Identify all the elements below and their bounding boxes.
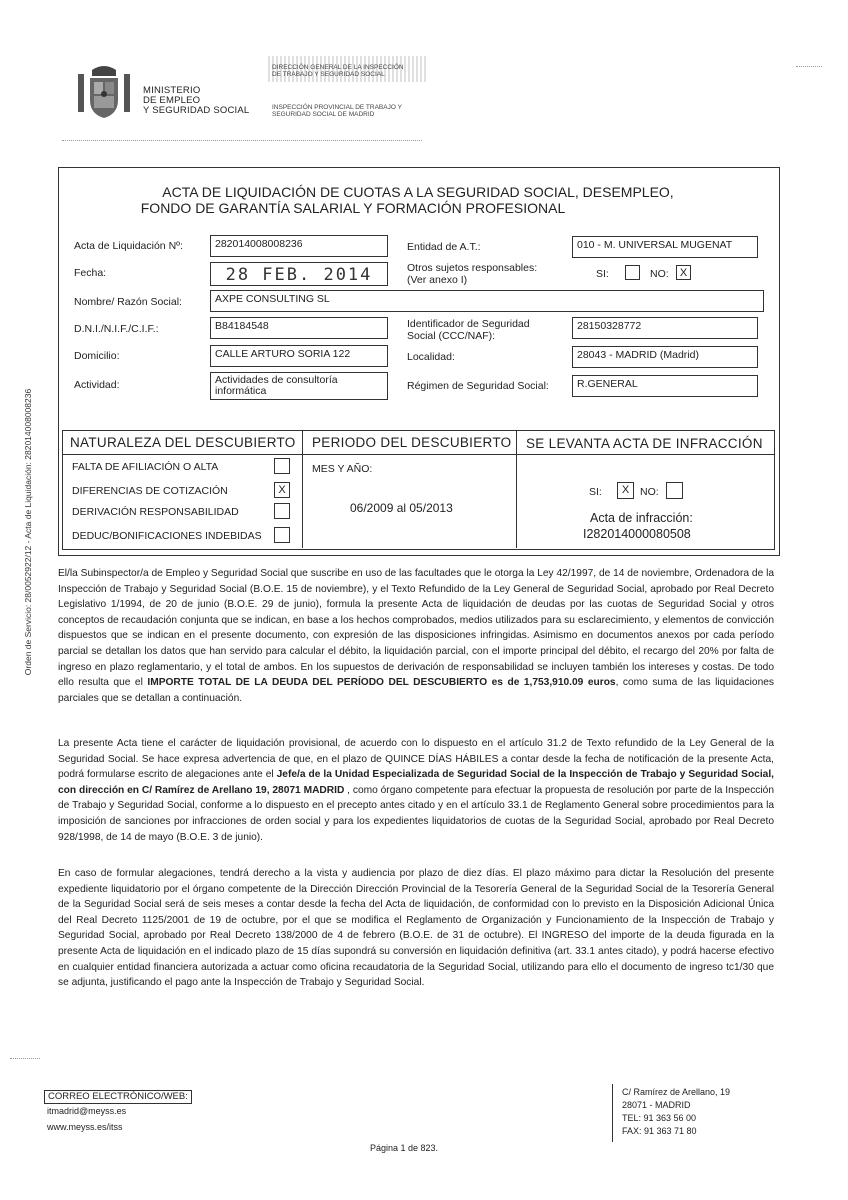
address-line: 28071 - MADRID (622, 1100, 691, 1110)
title-line: FONDO DE GARANTÍA SALARIAL Y FORMACIÓN PROFESIONAL (140, 200, 566, 216)
infraccion-no-checkbox[interactable] (666, 482, 683, 499)
regimen-label: Régimen de Seguridad Social: (407, 380, 549, 392)
address-line: C/ Ramírez de Arellano, 19 (622, 1087, 731, 1097)
otros-si-label: SI: (596, 268, 609, 280)
actividad-line: informática (215, 385, 267, 397)
document-title (58, 184, 778, 216)
identificador-line: Identificador de Seguridad (407, 318, 530, 330)
mes-label: MES Y AÑO: (312, 463, 373, 475)
entidad-value: 010 - M. UNIVERSAL MUGENAT (572, 236, 758, 258)
paragraph-text: , como órgano competente para efectuar la propuesta de resolución por parte de la Inspección de Trabajo y Seguridad Social, conforme a lo dispuesto en el precepto antes citado y en el artículo 33.1 de Reglamento General sobre procedimientos para la imposición de sanciones por infracciones de orden social y para los expedientes liquidatorios de cuotas de la Seguridad Social, aprobado por Real Decreto 928/1998, de 14 de mayo (B.O.E. 3 de junio). (58, 784, 774, 843)
section-divider-2 (516, 430, 517, 548)
otros-line: Otros sujetos responsables: (407, 262, 538, 274)
inspeccion-line: INSPECCIÓN PROVINCIAL DE TRABAJO Y (272, 104, 402, 111)
paragraph-text: La presente Acta tiene el carácter de liquidación provisional, de acuerdo con lo dispuesto en el artículo 31.2 de Texto refundido de la Ley General de la Seguridad Social. Se hace expresa advertencia de que, en el plazo de QUINCE DÍAS HÁBILES a contar desde la fecha de notificación de la presente Acta, podrá formularse escrito de alegaciones ante el (58, 738, 774, 781)
otros-line: (Ver anexo I) (407, 274, 468, 286)
acta-label: Acta de Liquidación Nº: (74, 240, 183, 252)
actividad-line: Actividades de consultoría (215, 374, 338, 386)
title-line: ACTA DE LIQUIDACIÓN DE CUOTAS A LA SEGURIDAD SOCIAL, DESEMPLEO, (162, 184, 674, 200)
acta-infraccion-label: Acta de infracción: (590, 511, 693, 525)
naturaleza-item-checkbox[interactable]: X (274, 482, 290, 498)
identificador-value: 28150328772 (572, 317, 758, 339)
section-divider-1 (302, 430, 303, 548)
otros-no-checkbox[interactable]: X (676, 265, 691, 280)
naturaleza-item-checkbox[interactable] (274, 527, 290, 543)
paragraph-alegaciones: En caso de formular alegaciones, tendrá derecho a la vista y audiencia por plazo de diez días. El plazo máximo para dictar la Resolución del presente expediente liquidatorio por el órgano competente de la Dirección Dirección Provincial de la Tesorería General de la Seguridad Social de la Tesorería General de la Seguridad Social será de seis meses a contar desde la fecha del Acta de liquidación, de conformidad con lo previsto en la Disposición Adicional Única del Real Decreto 1125/2001 de 19 de octubre, por el que se modifica el Reglamento de Organización y Funcionamiento de la Inspección de Trabajo y Seguridad Social, aprobado por Real Decreto 138/2000 de 4 de febrero (B.O.E. de 31 de octubre). El INGRESO del importe de la deuda figurada en la presente Acta de liquidación en el indicado plazo de 15 días supondrá su conversión en liquidación definitiva (art. 33.1 antes citado), y podrá hacerse efectivo en cualquier entidad financiera autorizada a actuar como oficina recaudatoria de la Seguridad Social, utilizando para ello el documento de ingreso tc1/30 que se adjunta, justificando el pago ante la Inspección de Trabajo y Seguridad Social. (58, 868, 774, 989)
ministry-name (143, 86, 249, 116)
direccion-line: DE TRABAJO Y SEGURIDAD SOCIAL (272, 71, 385, 78)
identificador-line: Social (CCC/NAF): (407, 330, 496, 342)
acta-infraccion-value: I282014000080508 (583, 527, 691, 541)
fecha-label: Fecha: (74, 267, 107, 279)
footer-web[interactable]: www.meyss.es/itss (47, 1122, 123, 1132)
section-header-line (62, 454, 774, 455)
page-number: Página 1 de 823. (370, 1143, 439, 1153)
acta-value: 282014008008236 (210, 235, 388, 257)
naturaleza-item-label: DIFERENCIAS DE COTIZACIÓN (72, 485, 228, 497)
infraccion-si-checkbox[interactable]: X (617, 482, 634, 499)
naturaleza-item-checkbox[interactable] (274, 458, 290, 474)
fecha-value (210, 262, 388, 286)
infraccion-no-label: NO: (640, 486, 659, 498)
naturaleza-title: NATURALEZA DEL DESCUBIERTO (70, 435, 296, 450)
date-stamp: 28 FEB. 2014 (225, 265, 373, 285)
otros-no-label: NO: (650, 268, 669, 280)
paragraph-intro (58, 566, 774, 706)
paragraph-text: , como suma de las liquidaciones parciales que se detallan a continuación. (58, 677, 775, 704)
naturaleza-item-label: DERIVACIÓN RESPONSABILIDAD (72, 506, 239, 518)
paragraph-text: El/la Subinspector/a de Empleo y Seguridad Social que suscribe en uso de las facultades que le otorga la Ley 42/1997, de 14 de noviembre, Ordenadora de la Inspección de Trabajo y Seguridad Social (B.O.E. 15 de noviembre), y el Texto Refundido de la Ley General de Seguridad Social, aprobado por Real Decreto Legislativo 1/1994, de 20 de junio (B.O.E. 29 de junio), formula la presente Acta de liquidación de deudas por las cuotas de Seguridad Social y otros conceptos de recaudación conjunta que se indican, en base a los hechos comprobados, medios utilizados para su esclarecimiento, y elementos de convicción dispuestos que se indican en el presente documento, con expresión de las disposiciones infringidas. Asimismo en documentos anexos por cada período parcial se detallan los datos que han servido para calcular el débito, la liquidación parcial, con el importe principal del débito, el recargo del 20% por falta de ingreso en plazo reglamentario, y el total de ambos. En los supuestos de derivación de responsabilidad se incluyen también los intereses y costas. De todo ello resulta que el (58, 568, 774, 689)
footer-address-bar (612, 1084, 613, 1142)
footer-mark (10, 1058, 40, 1059)
header-divider (62, 140, 422, 141)
coat-of-arms-icon (74, 64, 134, 122)
address-line: TEL: 91 363 56 00 (622, 1113, 697, 1123)
periodo-title: PERIODO DEL DESCUBIERTO (312, 435, 512, 450)
periodo-value: 06/2009 al 05/2013 (350, 501, 453, 515)
otros-si-checkbox[interactable] (625, 265, 640, 280)
dni-value: B84184548 (210, 317, 388, 339)
address-line: FAX: 91 363 71 80 (622, 1126, 697, 1136)
ministry-line: MINISTERIO (143, 85, 201, 96)
footer-address (622, 1086, 730, 1138)
paragraph-bold: Jefe/a de la Unidad Especializada de Seguridad Social de la Inspección de Trabajo y Seguridad Social, con dirección en C/ Ramírez de Arellano 19, 28071 MADRID (58, 769, 774, 796)
entidad-label: Entidad de A.T.: (407, 241, 481, 253)
identificador-label (407, 318, 530, 342)
actividad-label: Actividad: (74, 379, 120, 391)
localidad-value: 28043 - MADRID (Madrid) (572, 346, 758, 368)
infraccion-title: SE LEVANTA ACTA DE INFRACCIÓN (526, 436, 763, 451)
domicilio-label: Domicilio: (74, 350, 120, 362)
nombre-label: Nombre/ Razón Social: (74, 296, 182, 308)
infraccion-si-label: SI: (589, 486, 602, 498)
naturaleza-item-checkbox[interactable] (274, 503, 290, 519)
inspeccion-line: SEGURIDAD SOCIAL DE MADRID (272, 111, 375, 118)
naturaleza-item-label: FALTA DE AFILIACIÓN O ALTA (72, 461, 219, 473)
side-reference: Orden de Servicio: 28/0052922/12 - Acta de Liquidación: 282014008008236 (23, 388, 33, 676)
localidad-label: Localidad: (407, 351, 455, 363)
dni-label: D.N.I./N.I.F./C.I.F.: (74, 323, 159, 335)
direccion-general (272, 64, 404, 78)
corner-mark (796, 66, 822, 67)
paragraph-bold: IMPORTE TOTAL DE LA DEUDA DEL PERÍODO DEL DESCUBIERTO es de 1,753,910.09 euros (147, 677, 616, 689)
naturaleza-item-label: DEDUC/BONIFICACIONES INDEBIDAS (72, 530, 262, 542)
nombre-value: AXPE CONSULTING SL (210, 290, 764, 312)
direccion-line: DIRECCIÓN GENERAL DE LA INSPECCIÓN (272, 64, 404, 71)
regimen-value: R.GENERAL (572, 375, 758, 397)
ministry-line: Y SEGURIDAD SOCIAL (143, 105, 250, 116)
correo-label: CORREO ELECTRÓNICO/WEB: (44, 1090, 192, 1104)
actividad-value (210, 372, 388, 400)
domicilio-value: CALLE ARTURO SORIA 122 (210, 345, 388, 367)
inspeccion-provincial (272, 104, 402, 118)
footer-email[interactable]: itmadrid@meyss.es (47, 1106, 127, 1116)
otros-label (407, 262, 537, 286)
ministry-line: DE EMPLEO (143, 95, 201, 106)
paragraph-provisional (58, 736, 774, 845)
